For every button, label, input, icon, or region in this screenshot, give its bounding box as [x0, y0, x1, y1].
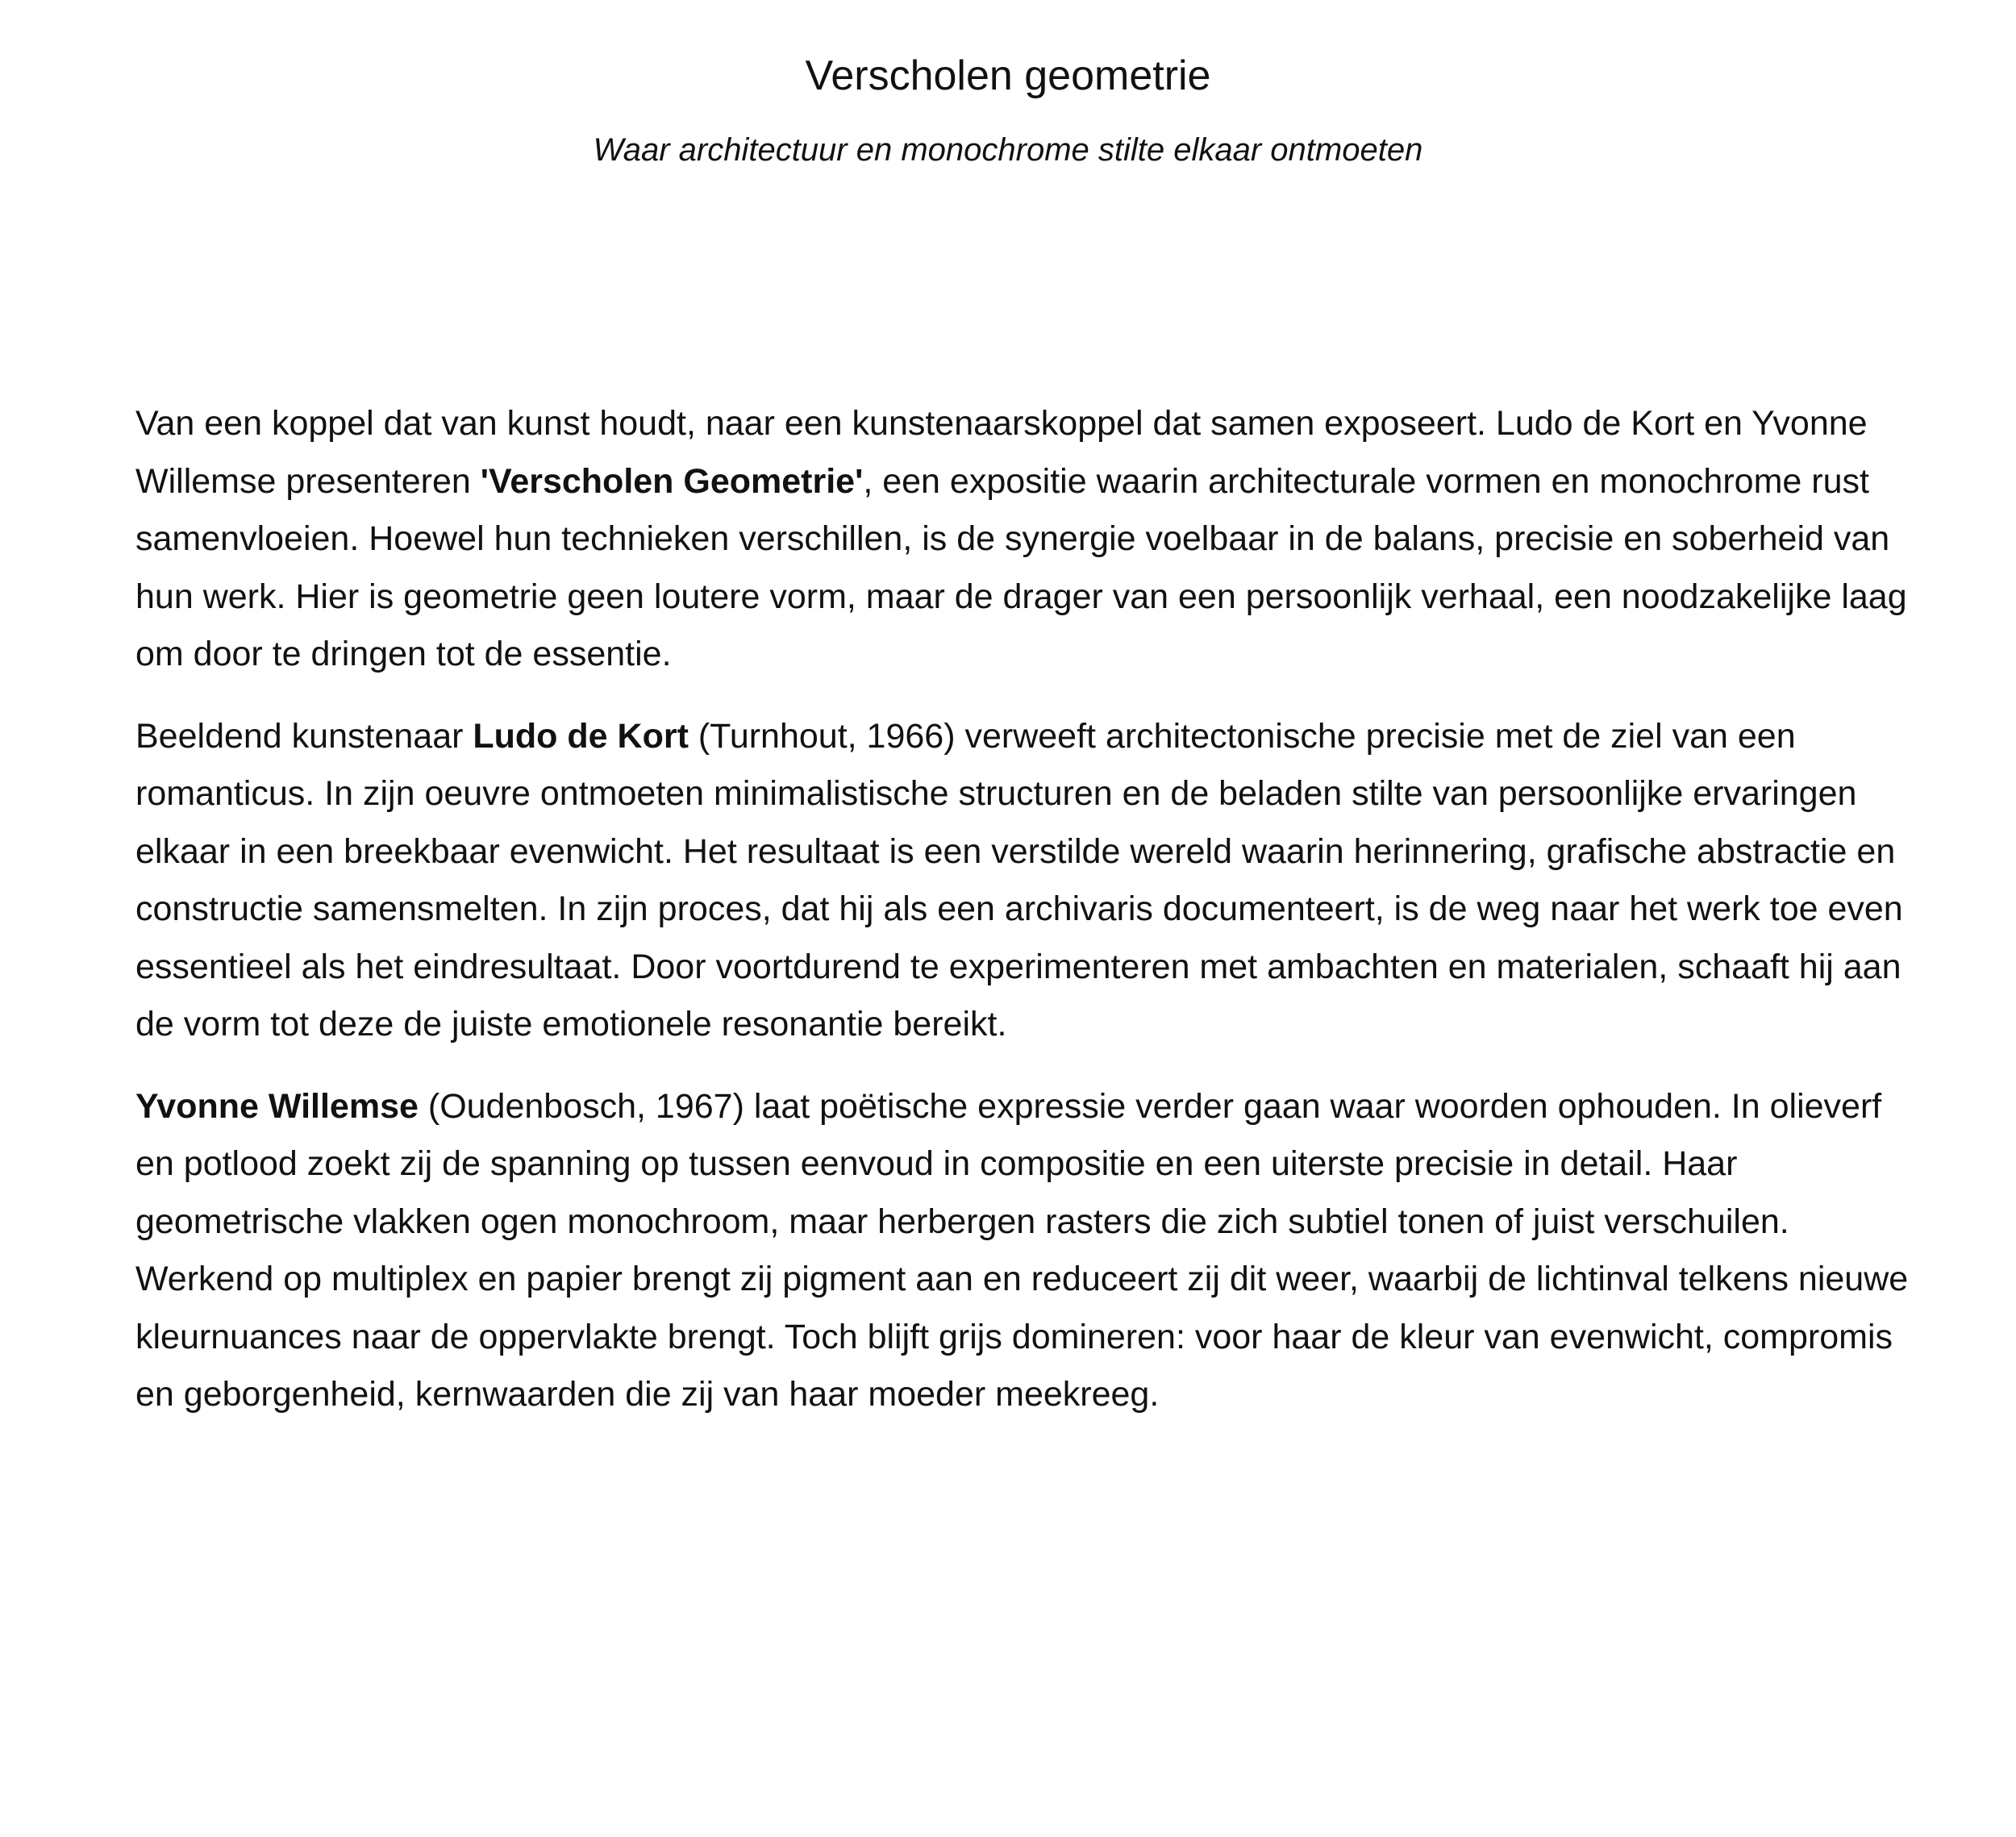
paragraph-text: , een expositie waarin architecturale vormen en monochrome rust samenvloeien. Hoewel hun technieken verschillen, is de synergie voelbaar in de balans, precisie en soberheid van hun werk. Hier is geometrie geen loutere vorm, maar de drager van een persoonlijk verhaal, een noodzakelijke laag om door te dringen tot de essentie. [135, 461, 1907, 673]
paragraph-intro [135, 395, 1918, 684]
paragraph-text: Beeldend kunstenaar [135, 716, 473, 756]
paragraph-text: (Oudenbosch, 1967) laat poëtische expressie verder gaan waar woorden ophouden. In olieverf en potlood zoekt zij de spanning op tussen eenvoud in compositie en een uiterste precisie in detail. Haar geometrische vlakken ogen monochroom, maar herbergen rasters die zich subtiel tonen of juist verschuilen. Werkend op multiplex en papier brengt zij pigment aan en reduceert zij dit weer, waarbij de lichtinval telkens nieuwe kleurnuances naar de oppervlakte brengt. Toch blijft grijs domineren: voor haar de kleur van evenwicht, compromis en geborgenheid, kernwaarden die zij van haar moeder meekreeg. [135, 1086, 1909, 1414]
header [0, 50, 2016, 171]
paragraph-ludo-de-kort [135, 708, 1918, 1054]
paragraph-text: Van een koppel dat van kunst houdt, naar een kunstenaarskoppel dat samen exposeert. Ludo de Kort en Yvonne Willemse presenteren [135, 404, 1868, 501]
exhibition-name: 'Verscholen Geometrie' [480, 461, 864, 501]
paragraph-text: (Turnhout, 1966) verweeft architectonische precisie met de ziel van een romanticus. In zijn oeuvre ontmoeten minimalistische structuren en de beladen stilte van persoonlijke ervaringen elkaar in een breekbaar evenwicht. Het resultaat is een verstilde wereld waarin herinnering, grafische abstractie en constructie samensmelten. In zijn proces, dat hij als een archivaris documenteert, is de weg naar het werk toe even essentieel als het eindresultaat. Door voortdurend te experimenteren met ambachten en materialen, schaaft hij aan de vorm tot deze de juiste emotionele resonantie bereikt. [135, 716, 1903, 1043]
page-title: Verscholen geometrie [805, 52, 1211, 99]
article-body [135, 395, 1918, 1448]
page-subtitle: Waar architectuur en monochrome stilte elkaar ontmoeten [593, 132, 1423, 168]
paragraph-yvonne-willemse [135, 1078, 1918, 1424]
artist-name-yvonne: Yvonne Willemse [135, 1086, 419, 1126]
artist-name-ludo: Ludo de Kort [473, 716, 689, 756]
